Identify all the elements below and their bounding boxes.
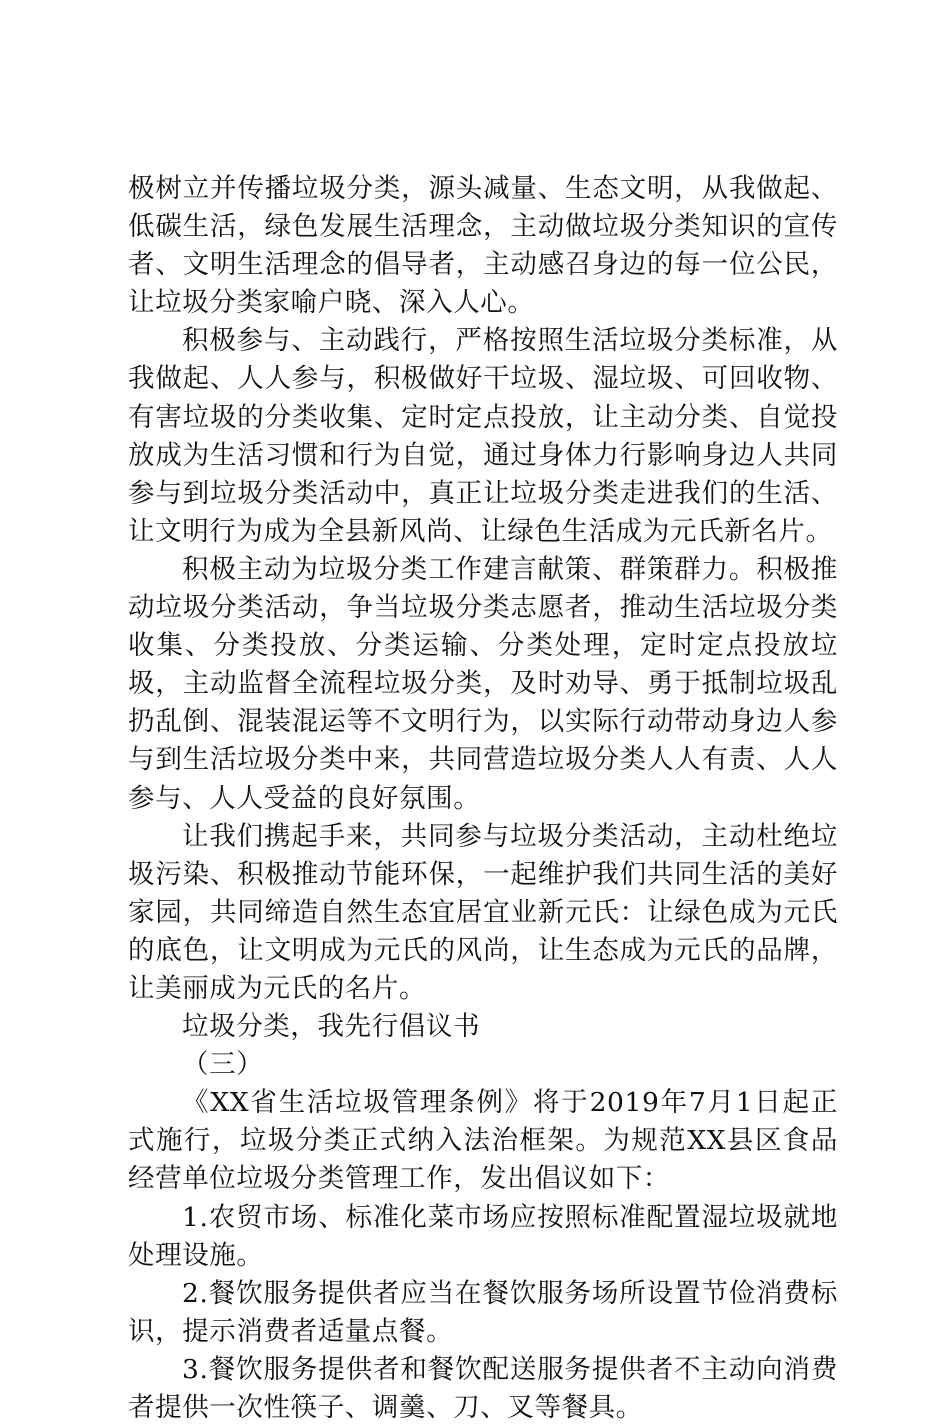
list-item: 2.餐饮服务提供者应当在餐饮服务场所设置节俭消费标识，提示消费者适量点餐。 bbox=[128, 1277, 838, 1347]
paragraph-participate: 积极参与、主动践行，严格按照生活垃圾分类标准，从我做起、人人参与，积极做好干垃圾、湿垃圾、可回收物、有害垃圾的分类收集、定时定点投放，让主动分类、自觉投放成为生活习惯和行为自觉，通过身体力行影响身边人共同参与到垃圾分类活动中，真正让垃圾分类走进我们的生活、让文明行为成为全县新风尚、让绿色生活成为元氏新名片。 bbox=[128, 325, 838, 547]
document-body bbox=[128, 170, 838, 1427]
paragraph-continued: 极树立并传播垃圾分类，源头减量、生态文明，从我做起、低碳生活，绿色发展生活理念，主动做垃圾分类知识的宣传者、文明生活理念的倡导者，主动感召身边的每一位公民，让垃圾分类家喻户晓、深入人心。 bbox=[128, 173, 838, 319]
list-item: 3.餐饮服务提供者和餐饮配送服务提供者不主动向消费者提供一次性筷子、调羹、刀、叉等餐具。 bbox=[128, 1353, 838, 1423]
section-marker: （三） bbox=[182, 1049, 264, 1081]
paragraph-promote: 积极主动为垃圾分类工作建言献策、群策群力。积极推动垃圾分类活动，争当垃圾分类志愿者，推动生活垃圾分类收集、分类投放、分类运输、分类处理，定时定点投放垃圾，主动监督全流程垃圾分类，及时劝导、勇于抵制垃圾乱扔乱倒、混装混运等不文明行为，以实际行动带动身边人参与到生活垃圾分类中来，共同营造垃圾分类人人有责、人人参与、人人受益的良好氛围。 bbox=[128, 553, 838, 814]
paragraph-intro: 《XX省生活垃圾管理条例》将于2019年7月1日起正式施行，垃圾分类正式纳入法治框架。为规范XX县区食品经营单位垃圾分类管理工作，发出倡议如下： bbox=[128, 1087, 838, 1195]
paragraph-call-to-action: 让我们携起手来，共同参与垃圾分类活动，主动杜绝垃圾污染、积极推动节能环保，一起维护我们共同生活的美好家园，共同缔造自然生态宜居宜业新元氏：让绿色成为元氏的底色，让文明成为元氏的风尚，让生态成为元氏的品牌，让美丽成为元氏的名片。 bbox=[128, 820, 838, 1004]
document-subtitle: 垃圾分类，我先行倡议书 bbox=[182, 1011, 481, 1043]
list-item: 1.农贸市场、标准化菜市场应按照标准配置湿垃圾就地处理设施。 bbox=[128, 1201, 838, 1271]
